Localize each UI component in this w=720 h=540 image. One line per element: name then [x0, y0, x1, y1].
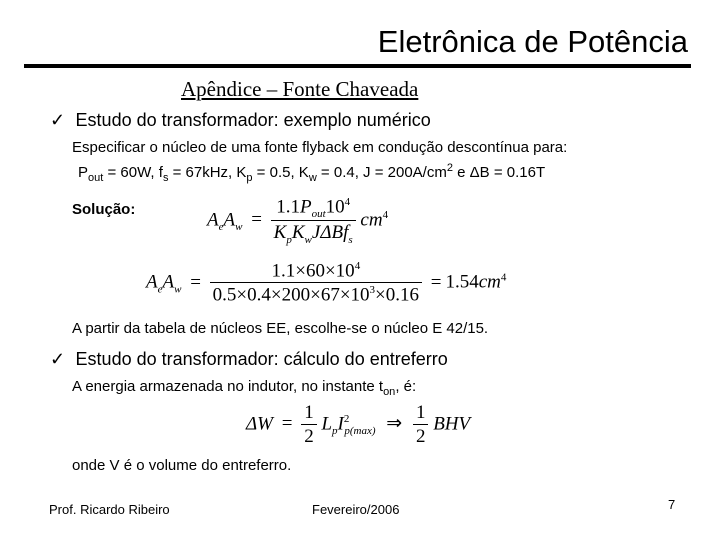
title-rule — [24, 64, 691, 68]
core-selection-text: A partir da tabela de núcleos EE, escolhe-se o núcleo E 42/15. — [72, 320, 489, 337]
checkmark-icon: ✓ — [50, 349, 66, 369]
solution-label: Solução: — [72, 201, 136, 218]
equation-core-area-numeric: $A_eA_w$ = $\frac{1.1\times 60\times 10^4}{0.5\times 0.4\times 200\times 67\times 10^3\times 0.16}$ = $1.54cm^4$ — [146, 260, 507, 306]
page-number: 7 — [668, 497, 676, 512]
footer-date: Fevereiro/2006 — [312, 502, 400, 517]
slide-title: Eletrônica de Potência — [377, 24, 688, 59]
equation-core-area: $A_eA_w$ = $\frac{1.1P_{out}10^4}{K_pK_wJ\Delta Bf_s}$ $cm^4$ — [207, 196, 389, 246]
volume-note-text: onde V é o volume do entreferro. — [72, 457, 292, 474]
parameters-line: $P_{out} = 60W$, $f_s = 67kHz$, $K_p = 0.5$, $K_w = 0.4$, $J = 200A/cm^2$ e ΔB = 0.16T — [78, 162, 546, 184]
bullet-2 — [50, 349, 448, 370]
energy-intro-text: A energia armazenada no indutor, no instante $t_{on}$, é: — [72, 378, 417, 398]
bullet-1-text: Estudo do transformador: exemplo numérico — [75, 110, 431, 130]
bullet-1 — [50, 110, 431, 131]
footer-author: Prof. Ricardo Ribeiro — [49, 502, 170, 517]
slide-subtitle: Apêndice – Fonte Chaveada — [181, 77, 419, 101]
implies-arrow-icon: ⇒ — [386, 413, 403, 435]
intro-text: Especificar o núcleo de uma fonte flyback em condução descontínua para: — [72, 139, 568, 156]
bullet-2-text: Estudo do transformador: cálculo do entreferro — [75, 349, 448, 369]
equation-energy: ΔW = $\frac{1}{2}$ $L_pI^2_{p(max)}$ ⇒ $\frac{1}{2}$ BHV — [246, 402, 471, 447]
checkmark-icon: ✓ — [50, 110, 66, 130]
